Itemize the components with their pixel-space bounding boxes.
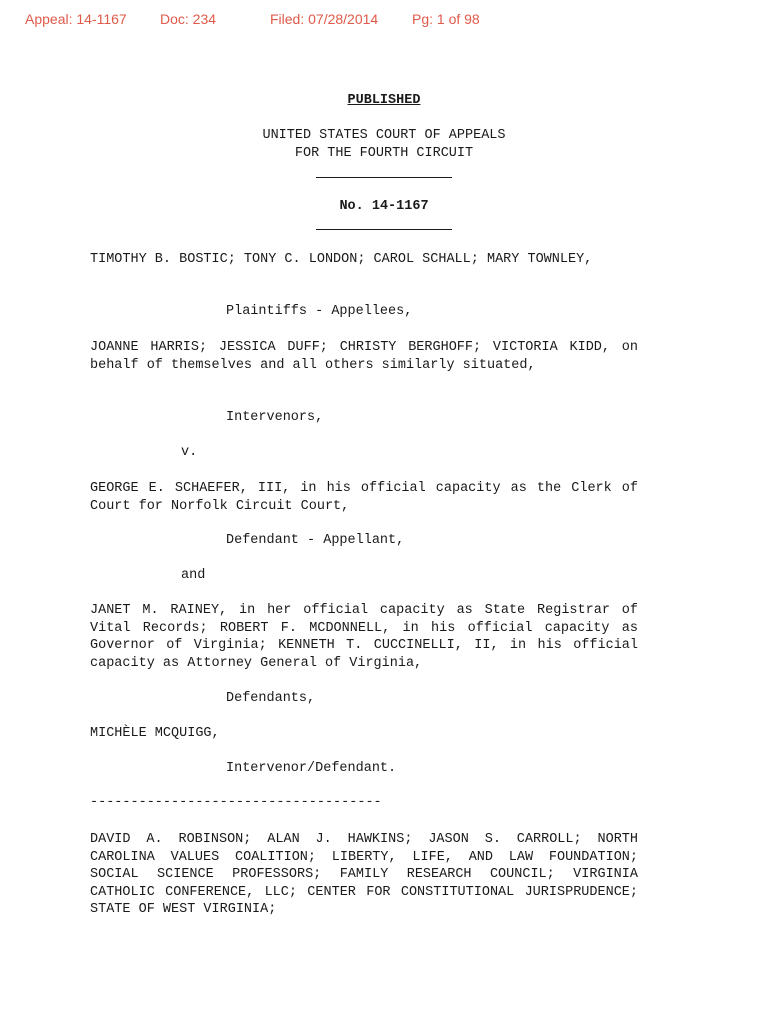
filing-header bbox=[0, 11, 768, 31]
plaintiffs-names: TIMOTHY B. BOSTIC; TONY C. LONDON; CAROL SCHALL; MARY TOWNLEY, bbox=[90, 252, 593, 267]
published-label: PUBLISHED bbox=[347, 93, 421, 108]
and-label: and bbox=[181, 568, 206, 583]
case-number: No. 14-1167 bbox=[339, 199, 429, 214]
intervenors-names: JOANNE HARRIS; JESSICA DUFF; CHRISTY BERGHOFF; VICTORIA KIDD, on behalf of themselves and all others similarly situated, bbox=[90, 340, 638, 373]
defendant-role: Defendant - Appellant, bbox=[226, 533, 405, 548]
separator-line: ------------------------------------ bbox=[90, 795, 382, 810]
defendants-names: JANET M. RAINEY, in her official capacity as State Registrar of Vital Records; ROBERT F. MCDONNELL, in his official capacity as Governor of Virginia; KENNETH T. CUCCINELLI, II, in his official capacity as Attorney General of Virginia, bbox=[90, 603, 638, 671]
intervenor-defendant-role: Intervenor/Defendant. bbox=[226, 761, 397, 776]
appeal-number: Appeal: 14-1167 bbox=[25, 11, 127, 27]
bottom-rule bbox=[316, 229, 452, 230]
plaintiffs-role: Plaintiffs - Appellees, bbox=[226, 304, 413, 319]
court-name-line2: FOR THE FOURTH CIRCUIT bbox=[294, 146, 474, 161]
top-rule bbox=[316, 177, 452, 178]
amici-names: DAVID A. ROBINSON; ALAN J. HAWKINS; JASON S. CARROLL; NORTH CAROLINA VALUES COALITION; LIBERTY, LIFE, AND LAW FOUNDATION; SOCIAL SCIENCE PROFESSORS; FAMILY RESEARCH COUNCIL; VIRGINIA CATHOLIC CONFERENCE, LLC; CENTER FOR CONSTITUTIONAL JURISPRUDENCE; STATE OF WEST VIRGINIA; bbox=[90, 832, 638, 917]
court-name-line1: UNITED STATES COURT OF APPEALS bbox=[262, 128, 506, 143]
document-number: Doc: 234 bbox=[160, 11, 217, 27]
intervenors-role: Intervenors, bbox=[226, 410, 324, 425]
defendants-role: Defendants, bbox=[226, 691, 316, 706]
filed-date: Filed: 07/28/2014 bbox=[270, 11, 379, 27]
defendant-name: GEORGE E. SCHAEFER, III, in his official capacity as the Clerk of Court for Norfolk Circuit Court, bbox=[90, 481, 638, 514]
page-indicator: Pg: 1 of 98 bbox=[412, 11, 480, 27]
versus-label: v. bbox=[181, 445, 198, 460]
intervenor-defendant-name: MICHÈLE MCQUIGG, bbox=[90, 726, 220, 741]
